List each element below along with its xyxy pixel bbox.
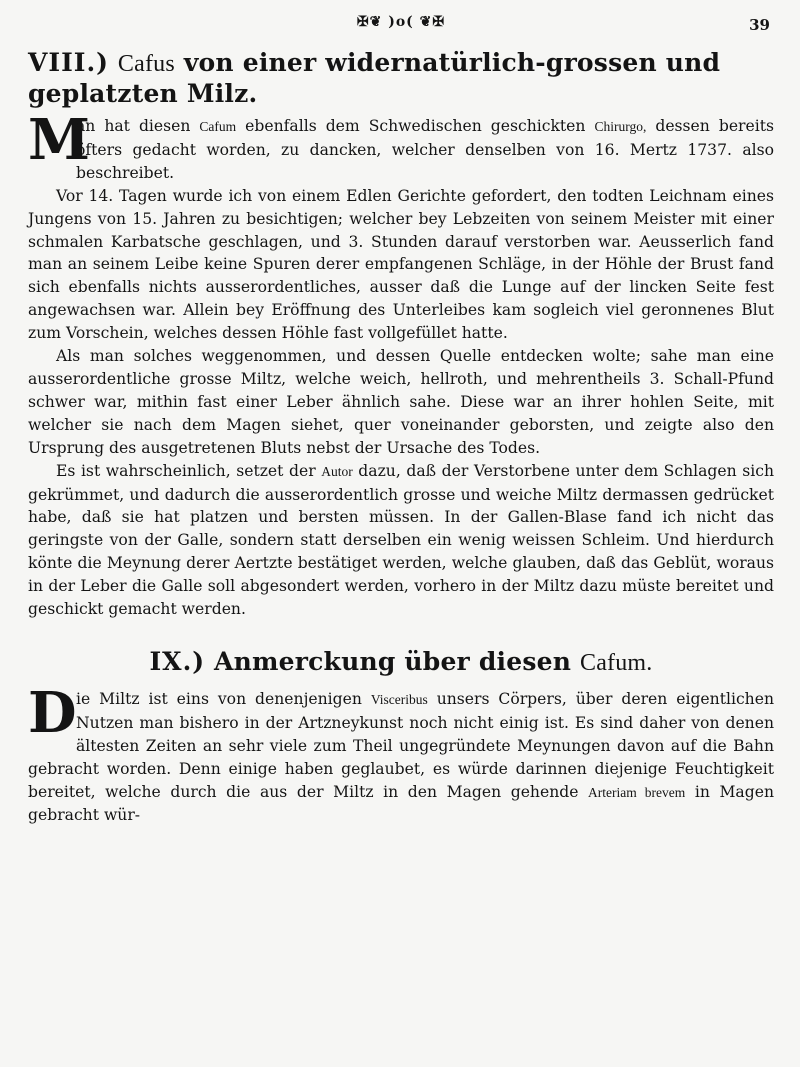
section-viii-paragraph-2: Vor 14. Tagen wurde ich von einem Edlen Gerichte gefordert, den todten Leichnam eines Jungens von 15. Jahren zu besichtigen; welcher bey Lebzeiten von seinem Meister mit einer schmalen Karbatsche geschlagen, und 3. Stunden darauf verstorben war. Aeusserlich fand man an seinem Leibe keine Spuren derer empfangenen Schläge, in der Höhle der Brust fand sich ebenfalls nichts ausserordentliches, ausser daß die Lunge auf der lincken Seite fest angewachsen war. Allein bey Eröffnung des Unterleibes kam sogleich viel geronnenes Blut zum Vorschein, welches dessen Höhle fast vollgefüllet hatte. — [28, 186, 774, 343]
section-viii-paragraph-3: Als man solches weggenommen, und dessen Quelle entdecken wolte; sahe man eine ausserordentliche grosse Miltz, welche weich, hellroth, und mehrentheils 3. Schall-Pfund schwer war, mithin fast einer Leber ähnlich sahe. Diese war an ihrer hohlen Seite, mit welcher sie nach dem Magen siehet, quer voneinander geborsten, und zeigte also den Ursprung des ausgetretenen Bluts nebst der Ursache des Todes. — [28, 347, 774, 457]
latin-term: Visceribus — [370, 691, 428, 707]
page-number: 39 — [749, 16, 770, 34]
latin-term: Cafum — [199, 119, 237, 134]
text-run: unsers Cörpers, über deren eigentlichen Nutzen man bishero in der Artzneykunst noch nicht einig ist. Es sind daher von denen ältesten Zeiten an sehr viele zum Theil ungegründete Meynungen davon auf die Bahn gebracht worden. Denn einige haben geglaubet, es würde darinnen diejenige Feuchtigkeit bereitet, welche durch die aus der Miltz in den Magen gehende — [28, 689, 774, 801]
section-viii-latin-word: Cafus — [117, 51, 175, 77]
section-viii-body — [28, 107, 774, 621]
text-run: an hat diesen — [76, 117, 200, 135]
section-ix-title: Anmerckung über diesen — [214, 646, 572, 676]
text-run: Es ist wahrscheinlich, setzet der — [56, 461, 322, 480]
section-viii-paragraph-4 — [28, 460, 774, 621]
section-ix-body — [28, 679, 774, 827]
section-ix-dropcap: D — [28, 679, 77, 746]
section-ix-paragraph-1 — [28, 679, 774, 827]
latin-term: Autor — [321, 463, 353, 479]
section-viii-number: VIII.) — [28, 48, 110, 77]
section-viii-title: von einer widernatürlich-grossen und geplatzten Milz. — [28, 48, 721, 108]
section-viii-heading — [28, 48, 774, 109]
latin-term: Chirurgo, — [594, 119, 647, 134]
text-run: ebenfalls dem Schwedischen geschickten — [236, 117, 595, 135]
latin-term: Arteriam brevem — [588, 784, 686, 800]
text-run: ie Miltz ist eins von denenjenigen — [76, 689, 371, 708]
section-ix-heading — [28, 647, 774, 678]
section-ix-latin-word: Cafum. — [579, 649, 653, 676]
section-ix-number: IX.) — [149, 646, 206, 676]
section-viii-dropcap: M — [28, 107, 90, 173]
running-head — [28, 14, 774, 40]
text-run: dessen bereits öfters gedacht worden, zu dancken, welcher denselben von 16. Mertz 1737. also beschreibet. — [76, 117, 774, 182]
header-ornament: ✠❦ )o( ❦✠ — [356, 14, 446, 30]
text-run: in Magen gebracht wür- — [28, 782, 774, 825]
section-viii-paragraph-1 — [28, 107, 774, 185]
text-run: dazu, daß der Verstorbene unter dem Schlagen sich gekrümmet, und dadurch die ausserordentlich grosse und weiche Miltz dermassen gedrücket habe, daß sie hat platzen und bersten müssen. In der Gallen-Blase fand ich nicht das geringste von der Galle, sondern statt derselben ein wenig weissen Schleim. Und hierdurch könte die Meynung derer Aertzte bestätiget werden, welche glauben, daß das Geblüt, woraus in der Leber die Galle soll abgesondert werden, vorhero in der Miltz dazu müste bereitet und geschickt gemacht werden. — [28, 461, 774, 619]
